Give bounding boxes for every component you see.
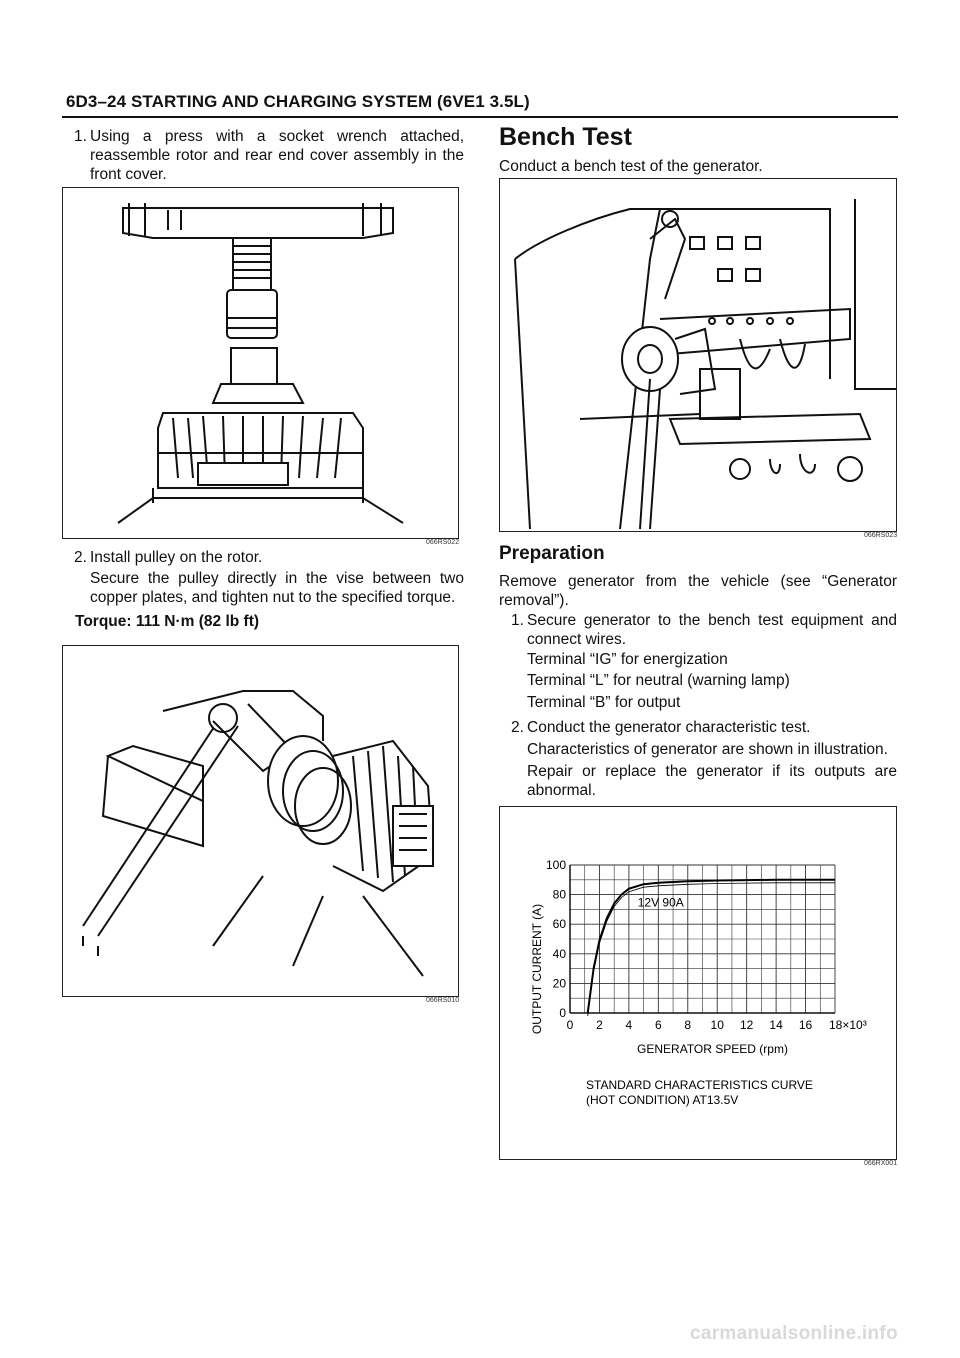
x-tick-label: 10 (710, 1018, 724, 1032)
torque-spec: Torque: 111 N·m (82 lb ft) (75, 613, 260, 630)
characteristics-chart (500, 807, 896, 1159)
subsection-title: Preparation (499, 543, 605, 564)
step-text: Install pulley on the rotor. (90, 549, 263, 566)
step-number: 2. (74, 549, 87, 566)
prep-intro: Remove generator from the vehicle (see “Generator removal”). (499, 573, 897, 609)
header-rule (62, 116, 898, 118)
figure-press-rotor (62, 187, 459, 539)
x-axis-title: GENERATOR SPEED (rpm) (637, 1042, 788, 1056)
y-tick-label: 100 (545, 858, 566, 872)
y-tick-label: 20 (552, 976, 566, 991)
figure-code: 066RS010 (426, 997, 460, 1004)
x-tick-label: 6 (654, 1018, 662, 1032)
characteristics-note: Characteristics of generator are shown in illustration. (527, 741, 888, 758)
terminal-b: Terminal “B” for output (527, 694, 681, 711)
section-title: Bench Test (499, 123, 632, 151)
y-axis-title: OUTPUT CURRENT (A) (530, 903, 544, 1035)
y-tick-label: 60 (552, 917, 566, 932)
left-step-1 (62, 127, 464, 184)
series-line-shadow (588, 883, 835, 1016)
left-step-2 (62, 548, 464, 607)
page-header-title: 6D3–24 STARTING AND CHARGING SYSTEM (6VE1 3.5L) (66, 92, 530, 111)
chart-caption-line-1: STANDARD CHARACTERISTICS CURVE (586, 1078, 813, 1092)
step-text: Secure generator to the bench test equipment and connect wires. (527, 612, 897, 648)
figure-bench-setup (499, 178, 897, 532)
x-tick-label: 14 (769, 1018, 783, 1032)
figure-code: 066RS022 (426, 539, 460, 546)
step-detail: Secure the pulley directly in the vise between two copper plates, and tighten nut to the specified torque. (90, 570, 464, 606)
terminal-ig: Terminal “IG” for energization (527, 651, 728, 668)
repair-note: Repair or replace the generator if its outputs are abnormal. (527, 763, 897, 799)
y-tick-label: 0 (559, 1006, 566, 1020)
curve-annotation: 12V 90A (637, 895, 684, 910)
step-text: Using a press with a socket wrench attached, reassemble rotor and rear end cover assembly in the front cover. (90, 128, 464, 183)
chart-caption-line-2: (HOT CONDITION) AT13.5V (586, 1093, 739, 1107)
y-tick-label: 80 (552, 887, 566, 902)
x-tick-label: 8 (684, 1018, 692, 1032)
terminal-l: Terminal “L” for neutral (warning lamp) (527, 672, 790, 689)
x-tick-label: 2 (596, 1018, 603, 1032)
step-number: 1. (74, 128, 87, 145)
step-number: 2. (511, 719, 524, 736)
x-tick-label: 4 (625, 1018, 633, 1032)
step-number: 1. (511, 612, 524, 629)
step-text: Conduct the generator characteristic test. (527, 719, 811, 736)
bench-setup-illustration (500, 179, 896, 531)
x-tick-label: 12 (739, 1018, 754, 1032)
right-step-2 (499, 718, 897, 737)
x-tick-label: 18×10³ (829, 1018, 867, 1032)
x-tick-label: 16 (798, 1018, 813, 1032)
pulley-install-illustration (63, 646, 458, 996)
figure-code: 066RS023 (864, 532, 898, 539)
right-step-1 (499, 611, 897, 649)
figure-code: 066RX001 (864, 1160, 898, 1167)
section-intro: Conduct a bench test of the generator. (499, 158, 763, 175)
figure-characteristics-chart (499, 806, 897, 1160)
figure-pulley-install (62, 645, 459, 997)
press-rotor-illustration (63, 188, 458, 538)
y-tick-label: 40 (552, 946, 566, 961)
x-tick-label: 0 (566, 1018, 574, 1032)
series-line (588, 880, 835, 1013)
footer-watermark: carmanualsonline.info (690, 1323, 898, 1344)
